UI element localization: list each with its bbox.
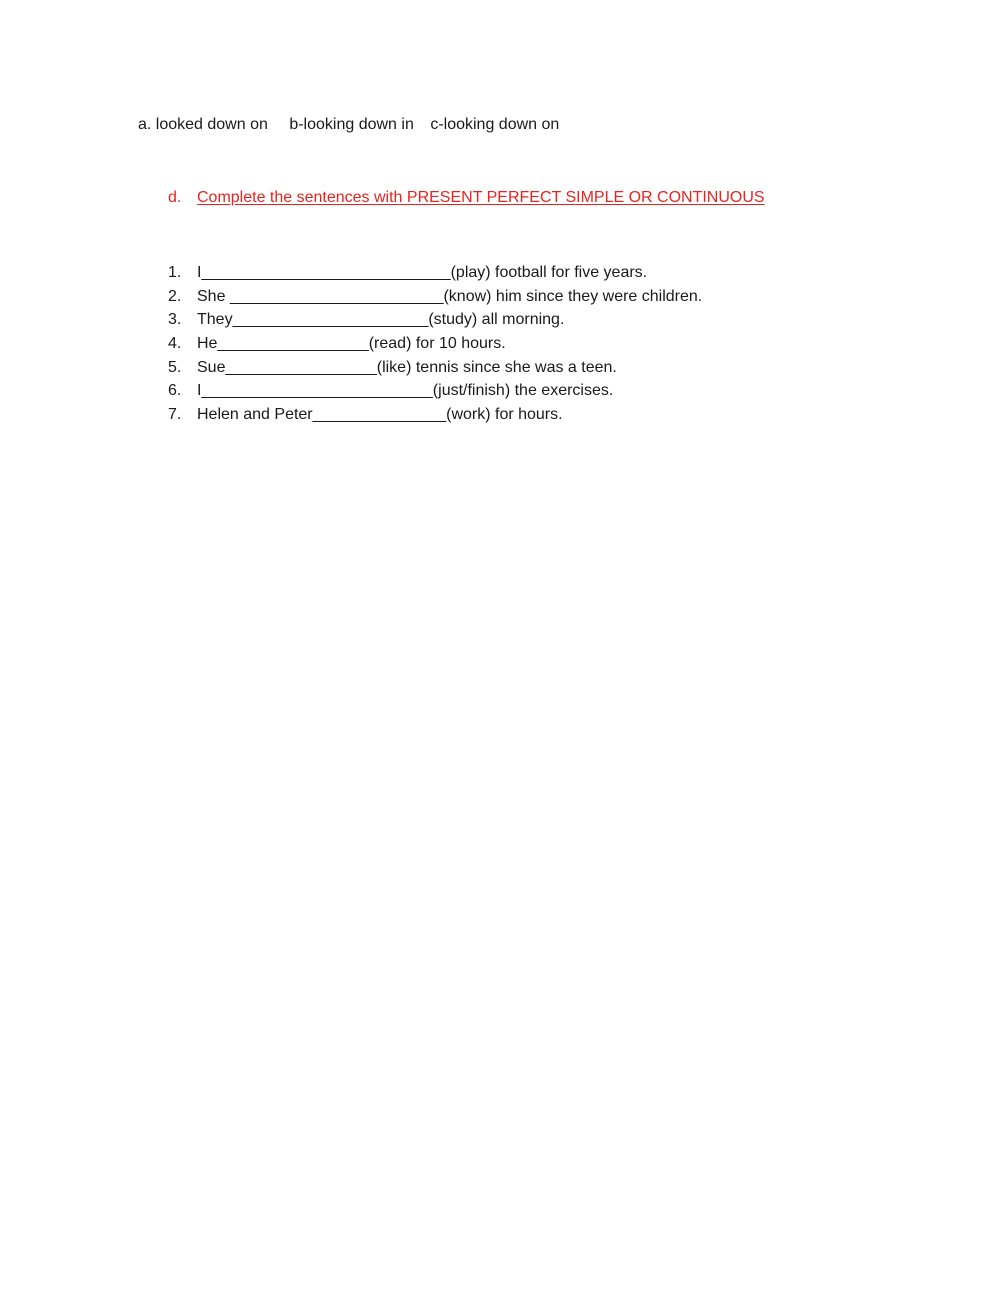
- sentence-text: I__________________________(just/finish) the exercises.: [197, 382, 614, 400]
- item-number: 7.: [168, 406, 182, 424]
- option-c: c-looking down on: [430, 116, 560, 133]
- list-item: [168, 405, 702, 429]
- list-item: [168, 310, 702, 334]
- item-number: 2.: [168, 287, 182, 305]
- list-item: [168, 334, 702, 358]
- sentence-text: He_________________(read) for 10 hours.: [197, 335, 506, 353]
- list-item: [168, 287, 702, 311]
- exercise-heading: [168, 189, 765, 207]
- item-number: 5.: [168, 358, 182, 376]
- exercise-heading-text: Complete the sentences with PRESENT PERFECT SIMPLE OR CONTINUOUS: [197, 189, 765, 206]
- item-number: 1.: [168, 264, 182, 281]
- answer-options-line: [138, 116, 559, 134]
- list-item: [168, 263, 702, 287]
- item-number: 4.: [168, 335, 182, 353]
- sentence-text: Sue_________________(like) tennis since she was a teen.: [197, 358, 617, 376]
- item-number: 6.: [168, 382, 182, 400]
- sentence-text: Helen and Peter_______________(work) for hours.: [197, 406, 563, 424]
- sentence-text: I____________________________(play) football for five years.: [197, 264, 648, 281]
- sentence-text: They______________________(study) all morning.: [197, 311, 565, 329]
- option-a: a. looked down on: [138, 116, 268, 133]
- list-item: [168, 358, 702, 382]
- exercise-marker: d.: [168, 189, 182, 206]
- sentence-text: She ________________________(know) him since they were children.: [197, 287, 703, 305]
- option-b: b-looking down in: [289, 116, 414, 133]
- item-number: 3.: [168, 311, 182, 329]
- list-item: [168, 381, 702, 405]
- sentence-list: [168, 263, 702, 429]
